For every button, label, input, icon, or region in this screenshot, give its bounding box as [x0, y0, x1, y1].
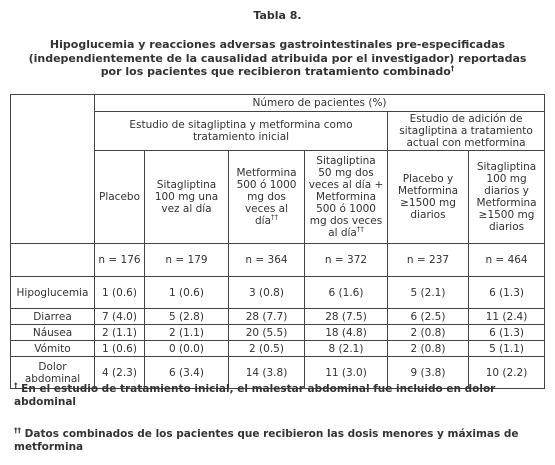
- sample-size-cell: n = 464: [469, 244, 545, 277]
- sample-size-cell: n = 237: [388, 244, 469, 277]
- sample-size-cell: n = 176: [95, 244, 145, 277]
- sample-size-cell: n = 364: [229, 244, 305, 277]
- table-cell: 11 (3.0): [305, 357, 388, 389]
- sample-size-cell: n = 372: [305, 244, 388, 277]
- table-cell: 2 (0.8): [388, 341, 469, 357]
- table-row: [11, 309, 545, 325]
- table-cell: 7 (4.0): [95, 309, 145, 325]
- table-cell: 6 (2.5): [388, 309, 469, 325]
- column-header: [388, 151, 469, 244]
- footnote-2-text: Datos combinados de los pacientes que recibieron las dosis menores y máximas de metformina: [14, 428, 519, 453]
- table-cell: 3 (0.8): [229, 277, 305, 309]
- adverse-reactions-table: [10, 94, 545, 389]
- table-cell: 5 (2.1): [388, 277, 469, 309]
- table-cell: 6 (1.6): [305, 277, 388, 309]
- table-cell: 28 (7.7): [229, 309, 305, 325]
- column-footnote-mark: ††: [356, 225, 364, 234]
- table-caption: [14, 38, 541, 79]
- caption-line-2: (independientemente de la causalidad atribuida por el investigador) reportadas: [28, 51, 527, 65]
- column-header: [145, 151, 229, 244]
- table-row: [11, 325, 545, 341]
- header-corner: [11, 95, 95, 244]
- header-patient-count: Número de pacientes (%): [95, 95, 545, 112]
- table-cell: 2 (0.8): [388, 325, 469, 341]
- column-header-label: Placebo: [98, 191, 140, 203]
- sample-size-row: [11, 244, 545, 277]
- caption-line-1: Hipoglucemia y reacciones adversas gastrointestinales pre-especificadas: [49, 38, 506, 51]
- row-label: Vómito: [11, 341, 95, 357]
- row-label: Diarrea: [11, 309, 95, 325]
- header-group-addon: Estudio de adición de sitagliptina a tratamiento actual con metformina: [388, 112, 545, 151]
- column-header-label: Sitagliptina 100 mg diarios y Metformina ≥1500 mg diarios: [476, 161, 537, 233]
- footnote-1-mark: †: [14, 381, 18, 390]
- table-cell: 9 (3.8): [388, 357, 469, 389]
- column-header: [305, 151, 388, 244]
- column-header: [95, 151, 145, 244]
- row-label: Náusea: [11, 325, 95, 341]
- footnote-1: [14, 383, 544, 408]
- caption-footnote-mark: †: [450, 64, 455, 73]
- column-header-label: Sitagliptina 100 mg una vez al día: [154, 179, 219, 215]
- footnote-1-text: En el estudio de tratamiento inicial, el malestar abdominal fue incluido en dolor abdominal: [14, 383, 496, 408]
- table-cell: 28 (7.5): [305, 309, 388, 325]
- table-cell: 4 (2.3): [95, 357, 145, 389]
- table-cell: 18 (4.8): [305, 325, 388, 341]
- row-label: Dolor abdominal: [11, 357, 95, 389]
- table-cell: 10 (2.2): [469, 357, 545, 389]
- table-row: [11, 341, 545, 357]
- table-cell: 8 (2.1): [305, 341, 388, 357]
- table-cell: 11 (2.4): [469, 309, 545, 325]
- table-cell: 6 (3.4): [145, 357, 229, 389]
- column-header: [229, 151, 305, 244]
- sample-size-label: [11, 244, 95, 277]
- table-cell: 0 (0.0): [145, 341, 229, 357]
- table-cell: 5 (2.8): [145, 309, 229, 325]
- table-cell: 1 (0.6): [145, 277, 229, 309]
- caption-line-3: [14, 65, 541, 79]
- table-number-title: Tabla 8.: [253, 9, 302, 22]
- column-footnote-mark: ††: [271, 213, 279, 222]
- column-header-label: Placebo y Metformina ≥1500 mg diarios: [397, 173, 459, 221]
- table-cell: 2 (0.5): [229, 341, 305, 357]
- row-label: Hipoglucemia: [11, 277, 95, 309]
- header-group-initial: Estudio de sitagliptina y metformina como tratamiento inicial: [95, 112, 388, 151]
- sample-size-cell: n = 179: [145, 244, 229, 277]
- table-cell: 2 (1.1): [95, 325, 145, 341]
- caption-line-3-text: por los pacientes que recibieron tratamiento combinado: [100, 65, 451, 78]
- table-cell: 5 (1.1): [469, 341, 545, 357]
- table-row: [11, 277, 545, 309]
- table-cell: 1 (0.6): [95, 277, 145, 309]
- table-cell: 14 (3.8): [229, 357, 305, 389]
- column-header: [469, 151, 545, 244]
- column-header-label: Sitagliptina 50 mg dos veces al día + Metformina 500 ó 1000 mg dos veces al día: [308, 155, 384, 239]
- footnote-2: [14, 428, 544, 453]
- table-cell: 2 (1.1): [145, 325, 229, 341]
- table-cell: 1 (0.6): [95, 341, 145, 357]
- table-cell: 6 (1.3): [469, 325, 545, 341]
- column-header-label: Metformina 500 ó 1000 mg dos veces al día: [236, 167, 297, 227]
- table-cell: 6 (1.3): [469, 277, 545, 309]
- table-cell: 20 (5.5): [229, 325, 305, 341]
- footnote-2-mark: ††: [14, 426, 21, 435]
